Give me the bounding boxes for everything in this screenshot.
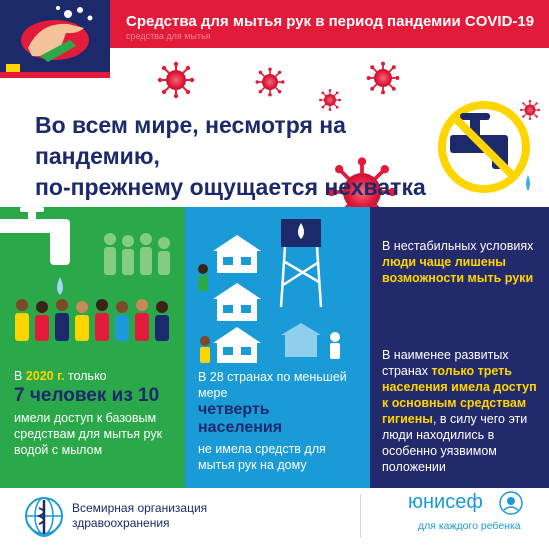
green-panel-year: 2020 г. [25, 369, 65, 383]
houses-water-tower-illustration [185, 207, 370, 367]
who-name: Всемирная организация здравоохранения [72, 501, 208, 530]
navy-panel-fact-1 [382, 238, 542, 286]
green-panel-suffix: только [64, 369, 107, 383]
who-logo [22, 494, 66, 538]
green-panel-intro [14, 369, 107, 383]
navy-fact-2-intro: В наименее развитых странах [382, 348, 509, 378]
navy-fact-1-highlight: люди чаще лишены возможности мыть руки [382, 255, 534, 285]
green-panel-description: имели доступ к базовым средствам для мытья рук водой с мылом [14, 411, 163, 457]
header-ghost-text: средства для мытья [126, 31, 211, 41]
blue-panel-description: не имела средств для мытья рук на дому [198, 442, 326, 472]
headline-line-1: Во всем мире, несмотря на пандемию, [35, 112, 346, 169]
navy-fact-2-outro: , в силу чего эти люди находились в особенно уязвимом положении [382, 412, 528, 474]
blue-panel-stat: четверть населения [198, 401, 283, 436]
navy-panel-fact-2 [382, 347, 542, 475]
navy-fact-1-intro: В нестабильных условиях [382, 239, 534, 253]
footer-divider [360, 494, 361, 538]
faucet-people-illustration [0, 207, 185, 367]
headline-line-2: по-прежнему ощущается нехватка [35, 174, 426, 200]
page-title: Средства для мытья рук в период пандемии COVID-19 [126, 13, 535, 30]
green-panel-prefix: В [14, 369, 26, 383]
unicef-logo [498, 490, 524, 516]
green-panel-stat: 7 человек из 10 [14, 385, 160, 406]
navy-fact-2-highlight: только треть населения имела доступ к основным средствам гигиены [382, 364, 537, 426]
blue-panel-intro: В 28 странах по меньшей мере [198, 370, 347, 400]
unicef-tagline: для каждого ребенка [418, 520, 521, 532]
unicef-name: юнисеф [408, 491, 483, 513]
